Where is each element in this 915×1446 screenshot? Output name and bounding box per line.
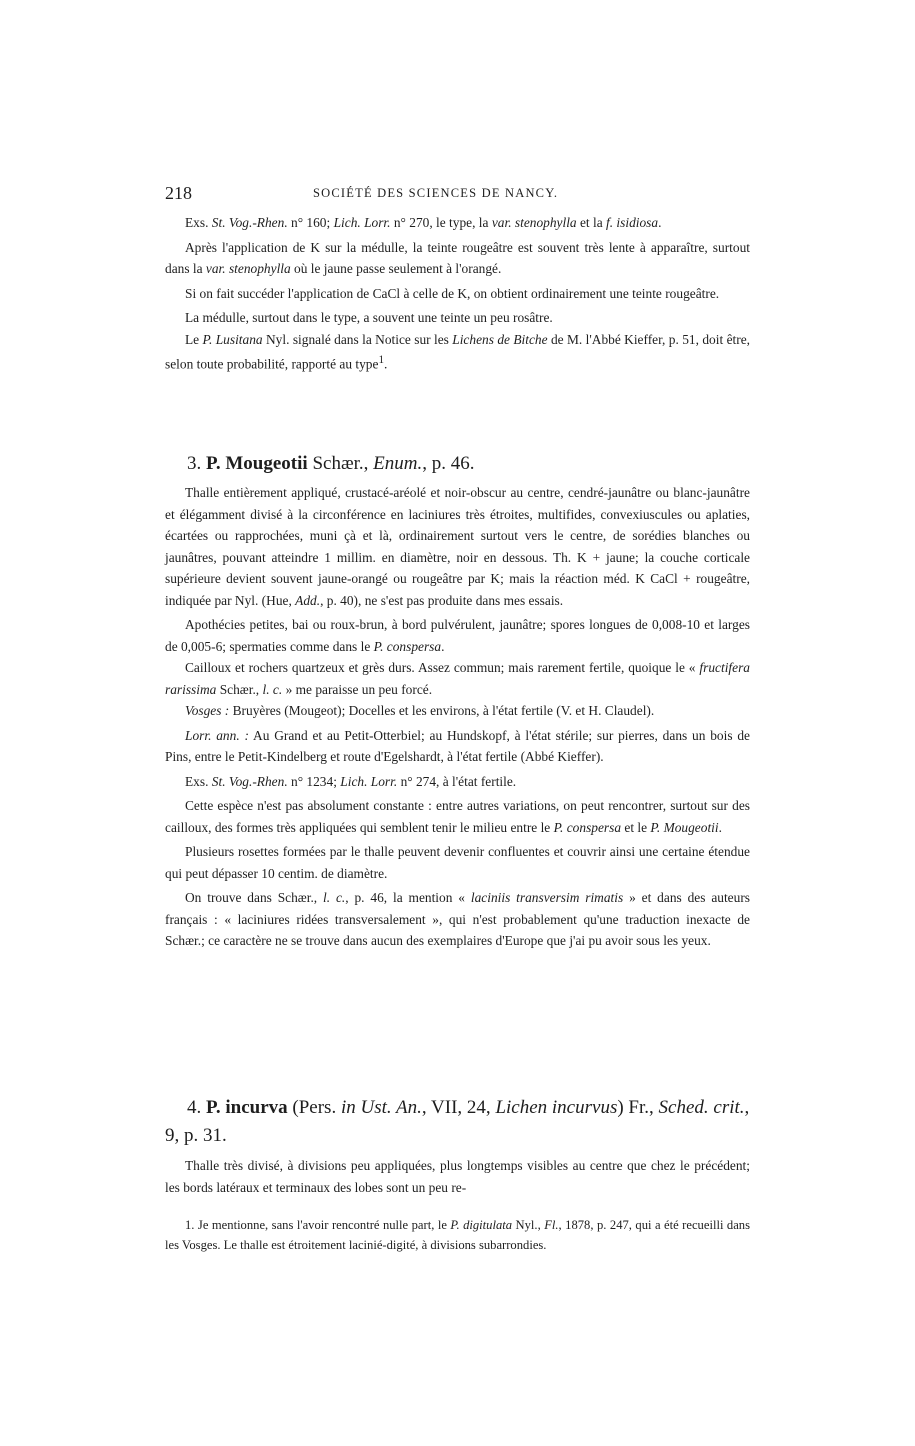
running-title: SOCIÉTÉ DES SCIENCES DE NANCY.: [313, 186, 559, 200]
footnote: [165, 1215, 750, 1255]
paragraph: Cette espèce n'est pas absolument constante : entre autres variations, on peut rencontrer, surtout sur des cailloux, des formes très appliquées qui semblent tenir le milieu entre le P. conspersa et le P. Mougeotii.: [165, 798, 750, 835]
paragraph: Plusieurs rosettes formées par le thalle peuvent devenir confluentes et couvrir ainsi une certaine étendue qui peut dépasser 10 centim. de diamètre.: [165, 844, 750, 881]
paragraph: Lorr. ann. : Au Grand et au Petit-Otterbiel; au Hundskopf, à l'état stérile; sur pierres, dans un bois de Pins, entre le Petit-Kindelberg et route d'Egelshardt, à l'état fertile (Abbé Kieffer).: [165, 727, 751, 764]
paragraph: Thalle entièrement appliqué, crustacé-aréolé et noir-obscur au centre, cendré-jaunâtre ou blanc-jaunâtre et élégamment divisé à la circonférence en laciniures très étroites, multifides, convexiuscules ou aplaties, écartées ou rapprochées, muni çà et là, ordinairement surtout vers le centre, de sorédies blanches ou jaunâtres, pouvant atteindre 1 millim. en diamètre, noir en dessous. Th. K + jaune; la couche corticale supérieure devient souvent jaune-orangé ou rougeâtre par K; mais la réaction méd. K CaCl + rougeâtre, indiquée par Nyl. (Hue, Add., p. 40), ne s'est pas produite dans mes essais.: [165, 485, 750, 608]
footnote-ref: 1: [378, 354, 385, 366]
paragraph: La médulle, surtout dans le type, a souvent une teinte un peu rosâtre.: [185, 310, 553, 325]
top-section: [165, 212, 750, 375]
page-header: [165, 183, 750, 207]
page-number: 218: [165, 183, 192, 203]
paragraph: Le P. Lusitana Nyl. signalé dans la Notice sur les Lichens de Bitche de M. l'Abbé Kieffer, p. 51, doit être, selon toute probabilité, rapporté au type$^1$.: [165, 331, 750, 372]
paragraph: Apothécies petites, bai ou roux-brun, à bord pulvérulent, jaunâtre; spores longues de 0,008-10 et larges de 0,005-6; spermaties comme dans le P. conspersa.: [165, 617, 750, 654]
exsiccata-line: Exs. St. Vog.-Rhen. n° 1234; Lich. Lorr. n° 274, à l'état fertile.: [185, 773, 517, 789]
paragraph: On trouve dans Schær., l. c., p. 46, la mention « laciniis transversim rimatis » et dans des auteurs français : « laciniures ridées transversalement », qui n'est probablement qu'une traduction inexacte de Schær.; ce caractère ne se trouve dans aucun des exemplaires d'Europe que j'ai pu avoir sous les yeux.: [165, 890, 750, 948]
section-3-body: [165, 482, 750, 952]
exsiccata-line: Exs. St. Vog.-Rhen. n° 160; Lich. Lorr. n° 270, le type, la var. stenophylla et la f. isidiosa.: [185, 215, 662, 230]
paragraph: Si on fait succéder l'application de CaCl à celle de K, on obtient ordinairement une teinte rougeâtre.: [185, 285, 720, 301]
section-heading-3: 3. P. Mougeotii Schær., Enum., p. 46.: [187, 453, 475, 474]
paragraph: Après l'application de K sur la médulle, la teinte rougeâtre est souvent très lente à apparaître, surtout dans la var. stenophylla où le jaune passe seulement à l'orangé.: [165, 239, 750, 276]
section-heading-4: 4. P. incurva (Pers. in Ust. An., VII, 24, Lichen incurvus) Fr., Sched. crit., 9, p. 31.: [165, 1097, 750, 1146]
section-4-body: [165, 1155, 750, 1198]
paragraph: Thalle très divisé, à divisions peu appliquées, plus longtemps visibles au centre que chez le précédent; les bords latéraux et terminaux des lobes sont un peu re-: [165, 1158, 750, 1195]
footnote-text: 1. Je mentionne, sans l'avoir rencontré nulle part, le P. digitulata Nyl., Fl., 1878, p. 247, qui a été recueilli dans les Vosges. Le thalle est étroitement lacinié-digité, à divisions subarrondies.: [165, 1218, 750, 1252]
paragraph: Vosges : Bruyères (Mougeot); Docelles et les environs, à l'état fertile (V. et H. Claudel).: [185, 703, 655, 718]
paragraph: Cailloux et rochers quartzeux et grès durs. Assez commun; mais rarement fertile, quoique le « fructifera rarissima Schær., l. c. » me paraisse un peu forcé.: [165, 660, 750, 697]
